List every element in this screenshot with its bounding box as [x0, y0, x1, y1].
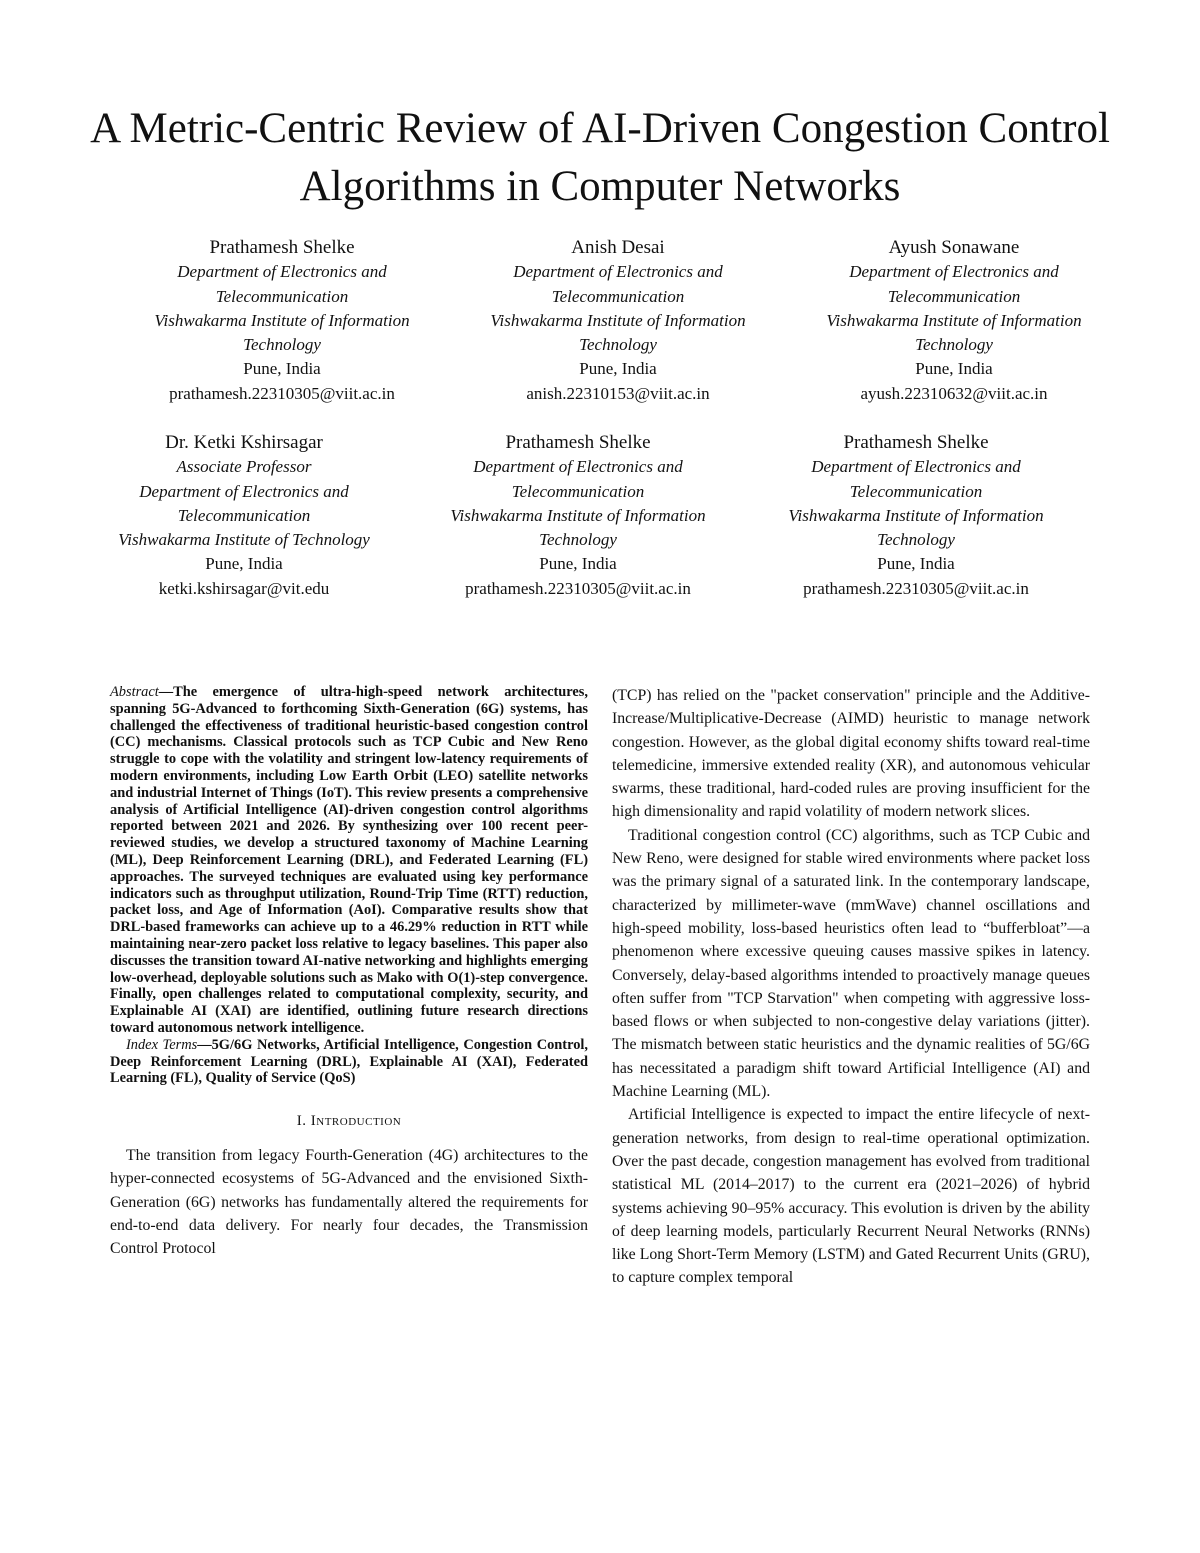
right-column: [612, 684, 1090, 1290]
abstract-text: —The emergence of ultra-high-speed network architectures, spanning 5G-Advanced to forthcoming Sixth-Generation (6G) systems, has challenged the effectiveness of traditional heuristic-based congestion control (CC) mechanisms. Classical protocols such as TCP Cubic and New Reno struggle to cope with the volatility and stringent low-latency requirements of modern environments, including Low Earth Orbit (LEO) satellite networks and industrial Internet of Things (IoT). This review presents a comprehensive analysis of Artificial Intelligence (AI)-driven congestion control algorithms reported between 2021 and 2026. By synthesizing over 100 recent peer-reviewed studies, we develop a structured taxonomy of Machine Learning (ML), Deep Reinforcement Learning (DRL), and Federated Learning (FL) approaches. The surveyed techniques are evaluated using key performance indicators such as throughput utilization, Round-Trip Time (RTT) reduction, packet loss, and Age of Information (AoI). Comparative results show that DRL-based frameworks can achieve up to a 46.29% reduction in RTT while maintaining near-zero packet loss relative to legacy baselines. This paper also discusses the transition toward AI-native networking and highlights emerging low-overhead, deployable solutions such as Mako with O(1)-step convergence. Finally, open challenges related to computational complexity, security, and Explainable AI (XAI) are identified, outlining future research directions toward autonomous network intelligence.: [110, 684, 588, 1036]
author-affiliation: Vishwakarma Institute of Information: [154, 310, 410, 330]
author-affiliation: Department of Electronics and: [177, 262, 387, 282]
author-block: [102, 236, 462, 406]
author-city: Pune, India: [243, 359, 321, 379]
author-email: prathamesh.22310305@viit.ac.in: [803, 578, 1029, 598]
author-email: prathamesh.22310305@viit.ac.in: [169, 383, 395, 403]
author-affiliation: Department of Electronics and: [513, 262, 723, 282]
index-terms-label: Index Terms: [126, 1036, 198, 1053]
author-city: Pune, India: [877, 554, 955, 574]
author-affiliation: Technology: [915, 335, 993, 355]
author-affiliation: Technology: [877, 530, 955, 550]
author-block: [736, 431, 1096, 601]
author-email: anish.22310153@viit.ac.in: [526, 383, 710, 403]
author-affiliation: Department of Electronics and: [139, 481, 349, 501]
author-affiliation: Vishwakarma Institute of Information: [826, 310, 1082, 330]
author-block: [398, 431, 758, 601]
author-affiliation: Associate Professor: [176, 457, 312, 477]
author-city: Pune, India: [205, 554, 283, 574]
paper-title: A Metric-Centric Review of AI-Driven Congestion Control Algorithms in Computer Networks: [90, 105, 1110, 210]
author-city: Pune, India: [579, 359, 657, 379]
author-affiliation: Technology: [579, 335, 657, 355]
author-affiliation: Department of Electronics and: [849, 262, 1059, 282]
author-affiliation: Telecommunication: [887, 286, 1021, 306]
author-affiliation: Telecommunication: [551, 286, 685, 306]
author-affiliation: Telecommunication: [215, 286, 349, 306]
intro-paragraph: Traditional congestion control (CC) algorithms, such as TCP Cubic and New Reno, were designed for stable wired environments where packet loss was the primary signal of a saturated link. In the contemporary landscape, characterized by millimeter-wave (mmWave) channel oscillations and high-speed mobility, loss-based heuristics often lead to “bufferbloat”—a phenomenon where excessive queuing causes massive spikes in latency. Conversely, delay-based algorithms intended to proactively manage queues often suffer from "TCP Starvation" when competing with aggressive loss-based flows or when subjected to non-congestive delay variations (jitter). The mismatch between static heuristics and the dynamic realities of 5G/6G has necessitated a paradigm shift toward Artificial Intelligence (AI) and Machine Learning (ML).: [612, 826, 1090, 1101]
author-affiliation: Vishwakarma Institute of Information: [450, 505, 706, 525]
author-name: Prathamesh Shelke: [209, 237, 355, 258]
author-affiliation: Vishwakarma Institute of Technology: [118, 530, 370, 550]
author-name: Anish Desai: [571, 237, 665, 258]
author-affiliation: Department of Electronics and: [473, 457, 683, 477]
author-email: ketki.kshirsagar@vit.edu: [158, 578, 330, 598]
index-terms: [110, 1037, 588, 1087]
author-affiliation: Telecommunication: [177, 505, 311, 525]
author-city: Pune, India: [539, 554, 617, 574]
abstract-label: Abstract: [110, 684, 159, 700]
section-heading: I. Introduction: [296, 1113, 402, 1130]
author-block: [64, 431, 424, 601]
author-affiliation: Telecommunication: [511, 481, 645, 501]
author-affiliation: Vishwakarma Institute of Information: [788, 505, 1044, 525]
author-name: Dr. Ketki Kshirsagar: [165, 432, 323, 453]
intro-paragraph: The transition from legacy Fourth-Generation (4G) architectures to the hyper-connected ecosystems of 5G-Advanced and the envisioned Sixth-Generation (6G) networks has fundamentally altered the requirements for end-to-end data delivery. For nearly four decades, the Transmission Control Protocol: [110, 1147, 588, 1258]
author-email: prathamesh.22310305@viit.ac.in: [465, 578, 691, 598]
author-city: Pune, India: [915, 359, 993, 379]
author-name: Ayush Sonawane: [888, 237, 1020, 258]
intro-paragraph: (TCP) has relied on the "packet conservation" principle and the Additive-Increase/Multiplicative-Decrease (AIMD) heuristic to manage network congestion. However, as the global digital economy shifts toward real-time telemedicine, immersive extended reality (XR), and autonomous vehicular swarms, these traditional, hard-coded rules are proving insufficient for the high dimensionality and rapid volatility of modern network slices.: [612, 687, 1090, 821]
author-block: [774, 236, 1134, 406]
left-column: [110, 684, 588, 1261]
author-affiliation: Technology: [539, 530, 617, 550]
intro-paragraph: Artificial Intelligence is expected to impact the entire lifecycle of next-generation networks, from design to real-time operational optimization. Over the past decade, congestion management has evolved from traditional statistical ML (2014–2017) to the current era (2021–2026) of hybrid systems achieving 90–95% accuracy. This evolution is driven by the ability of deep learning models, particularly Recurrent Neural Networks (RNNs) like Long Short-Term Memory (LSTM) and Gated Recurrent Units (GRU), to capture complex temporal: [612, 1106, 1090, 1287]
author-name: Prathamesh Shelke: [843, 432, 989, 453]
index-terms-text: —5G/6G Networks, Artificial Intelligence, Congestion Control, Deep Reinforcement Learning (DRL), Explainable AI (XAI), Federated Learning (FL), Quality of Service (QoS): [110, 1036, 589, 1087]
author-email: ayush.22310632@viit.ac.in: [860, 383, 1048, 403]
author-block: [438, 236, 798, 406]
author-affiliation: Technology: [243, 335, 321, 355]
author-affiliation: Vishwakarma Institute of Information: [490, 310, 746, 330]
abstract: [110, 684, 588, 1037]
author-affiliation: Department of Electronics and: [811, 457, 1021, 477]
author-affiliation: Telecommunication: [849, 481, 983, 501]
author-name: Prathamesh Shelke: [505, 432, 651, 453]
